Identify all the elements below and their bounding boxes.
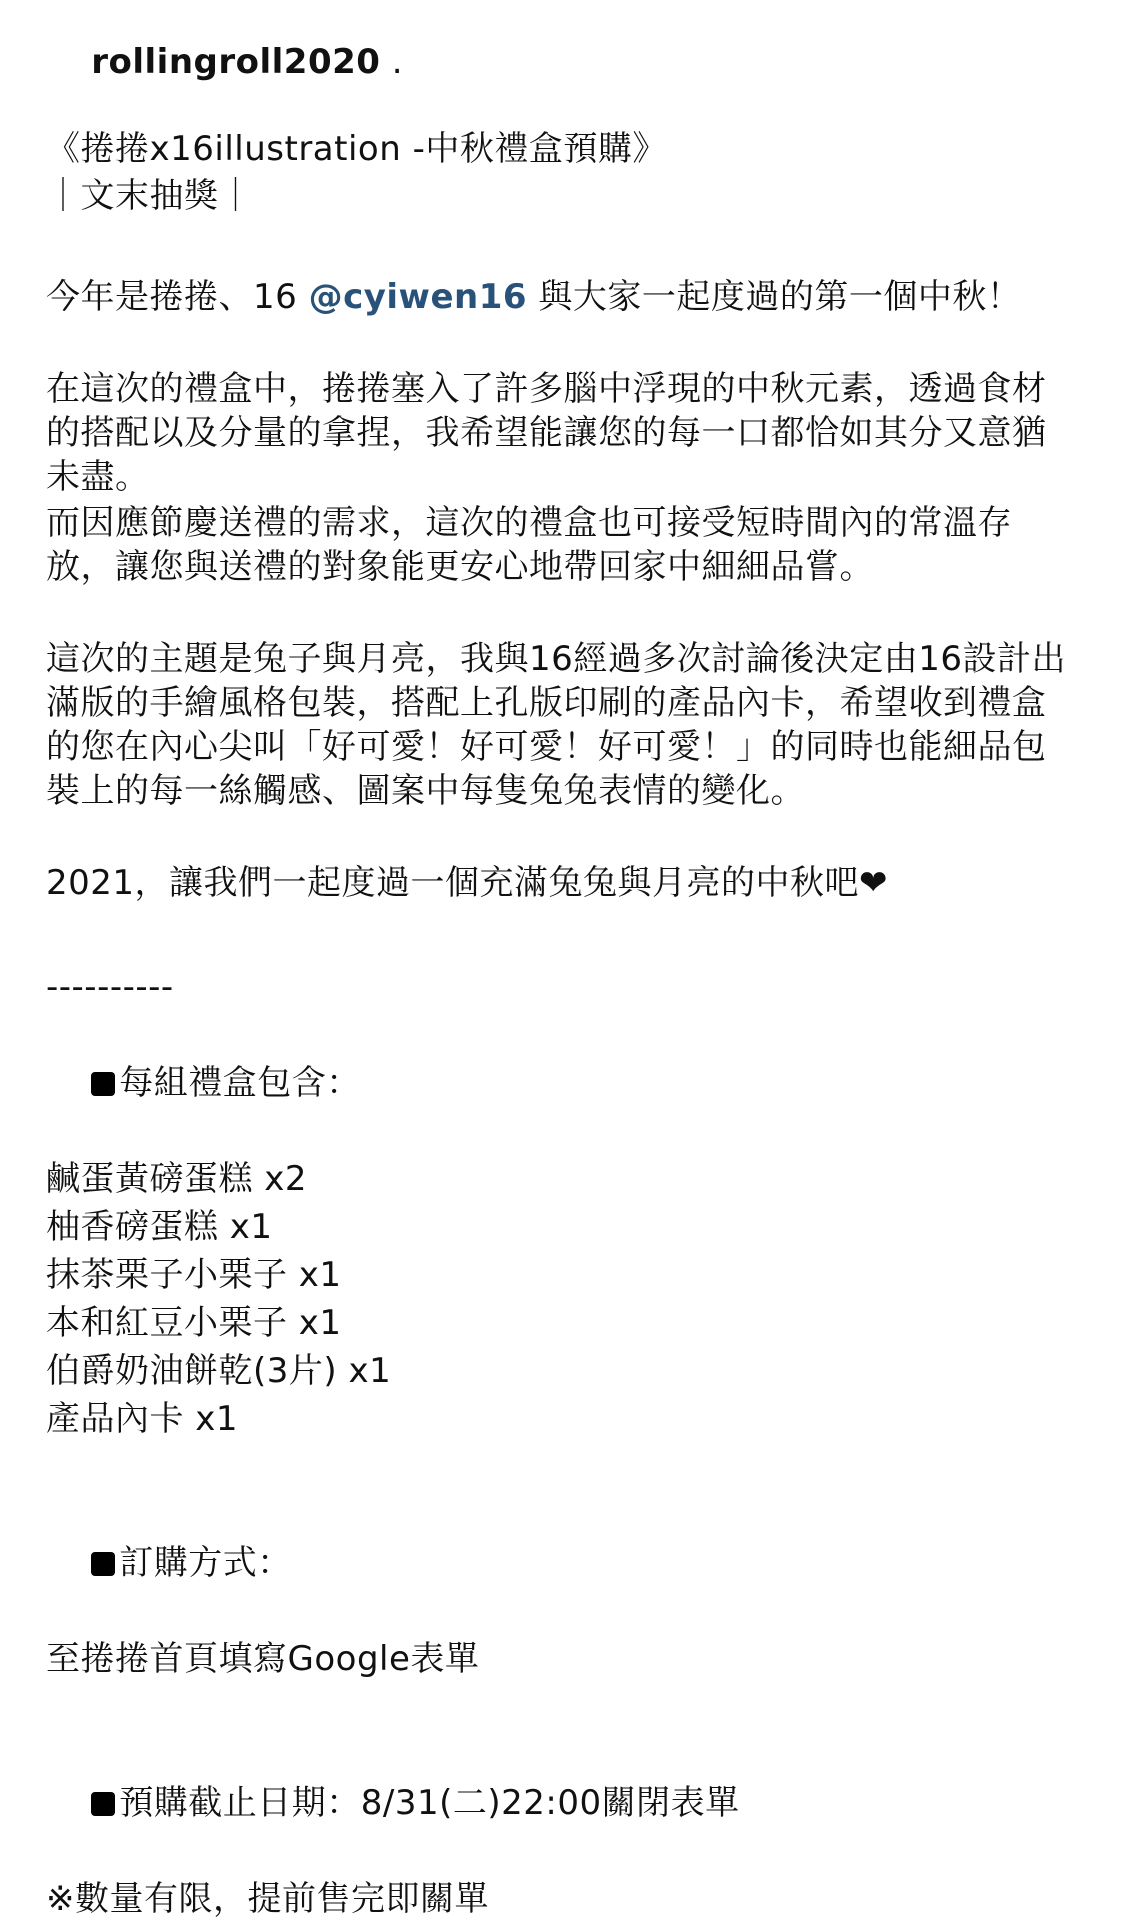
username-separator: . [380, 42, 404, 82]
caption-header [46, 0, 1076, 124]
post-title: 《捲捲x16illustration -中秋禮盒預購》 [46, 129, 667, 169]
closing-text: 2021，讓我們一起度過一個充滿兔兔與月亮的中秋吧 [46, 863, 860, 903]
limited-quantity-note: ※數量有限，提前售完即關單 [46, 1879, 489, 1919]
list-item: 柚香磅蛋糕 x1 [46, 1207, 273, 1247]
order-heading-text: 訂購方式： [119, 1543, 292, 1583]
intro-text-after: 與大家一起度過的第一個中秋！ [527, 277, 1022, 317]
paragraph-closing [46, 861, 1076, 905]
intro-text-before: 今年是捲捲、16 [46, 277, 309, 317]
black-square-icon [91, 1552, 115, 1576]
list-item: 鹹蛋黃磅蛋糕 x2 [46, 1159, 308, 1199]
paragraph-theme: 這次的主題是兔子與月亮，我與16經過多次討論後決定由16設計出滿版的手繪風格包裝，搭配上孔版印刷的產品內卡，希望收到禮盒的您在內心尖叫「好可愛！好可愛！好可愛！」的同時也能細品包裝上的每一絲觸感、圖案中每隻兔兔表情的變化。 [46, 639, 1067, 811]
post-caption [46, 0, 1076, 1923]
deadline-heading [46, 1731, 1076, 1875]
contents-list [46, 1155, 1076, 1443]
paragraph-giftbox: 在這次的禮盒中，捲捲塞入了許多腦中浮現的中秋元素，透過食材的搭配以及分量的拿捏，我希望能讓您的每一口都恰如其分又意猶未盡。 [46, 369, 1047, 497]
order-heading [46, 1491, 1076, 1635]
list-item: 伯爵奶油餅乾(3片) x1 [46, 1351, 392, 1391]
username-link[interactable]: rollingroll2020 [91, 42, 381, 82]
contents-heading-text: 每組禮盒包含： [119, 1063, 361, 1103]
deadline-heading-text: 預購截止日期：8/31(二)22:00關閉表單 [119, 1783, 740, 1823]
paragraph-storage: 而因應節慶送禮的需求，這次的禮盒也可接受短時間內的常溫存放，讓您與送禮的對象能更安心地帶回家中細細品嘗。 [46, 503, 1012, 587]
order-text: 至捲捲首頁填寫Google表單 [46, 1639, 480, 1679]
list-item: 產品內卡 x1 [46, 1399, 239, 1439]
black-square-icon [91, 1072, 115, 1096]
contents-heading [46, 1011, 1076, 1155]
paragraph-intro [46, 275, 1076, 319]
list-item: 抹茶栗子小栗子 x1 [46, 1255, 342, 1295]
post-subtitle: ｜文末抽獎｜ [46, 176, 253, 216]
list-item: 本和紅豆小栗子 x1 [46, 1303, 342, 1343]
heart-icon: ❤ [859, 863, 889, 903]
divider-line: ---------- [46, 967, 174, 1007]
mention-link[interactable]: @cyiwen16 [308, 277, 528, 317]
black-square-icon [91, 1792, 115, 1816]
